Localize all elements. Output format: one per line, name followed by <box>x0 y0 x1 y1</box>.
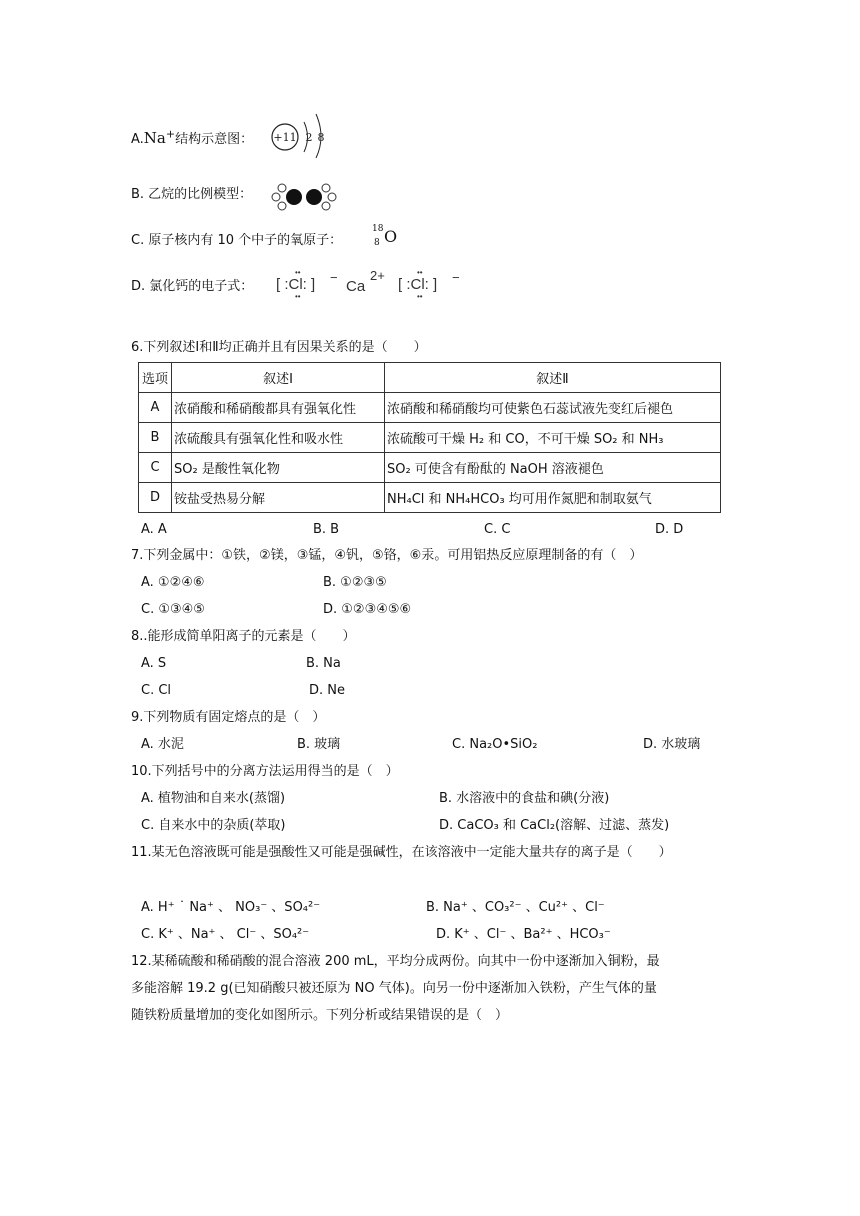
table-row <box>139 453 721 483</box>
table-cell-option: B <box>139 423 172 453</box>
q5-a-ion: Na <box>143 129 166 147</box>
table-cell-statement1: SO₂ 是酸性氧化物 <box>172 453 385 483</box>
q5-option-b: B. 乙烷的比例模型： <box>131 187 253 202</box>
q7-stem: 7.下列金属中：①铁，②镁，③锰，④钒，⑤铬，⑥汞。可用铝热反应原理制备的有（ ） <box>131 548 643 563</box>
table-row <box>139 483 721 513</box>
q9-option-b: B. 玻璃 <box>297 737 341 752</box>
table-cell-statement1: 铵盐受热易分解 <box>172 483 385 513</box>
q6-table <box>138 362 721 513</box>
q11-option-b: B. Na⁺ 、CO₃²⁻ 、Cu²⁺ 、Cl⁻ <box>426 900 605 915</box>
q5-c-mass: 18 <box>372 224 384 234</box>
q10-option-c: C. 自来水中的杂质(萃取) <box>141 818 286 833</box>
q7-option-c: C. ①③④⑤ <box>141 602 205 617</box>
q7-option-d: D. ①②③④⑤⑥ <box>323 602 412 617</box>
q5-option-d: D. 氯化钙的电子式： <box>131 279 254 294</box>
q5-oxygen-isotope <box>372 224 408 254</box>
q11-stem: 11.某无色溶液既可能是强酸性又可能是强碱性，在该溶液中一定能大量共存的离子是（ ） <box>131 845 672 860</box>
q9-option-d: D. 水玻璃 <box>643 737 701 752</box>
q8-option-a: A. S <box>141 656 167 671</box>
q5-d-ca-charge: 2+ <box>370 268 385 283</box>
q8-option-d: D. Ne <box>309 683 345 698</box>
q5-option-c <box>131 232 342 250</box>
q5-c-atomic: 8 <box>374 238 380 248</box>
q11-option-d: D. K⁺ 、Cl⁻ 、Ba²⁺ 、HCO₃⁻ <box>436 927 611 942</box>
q6-option-c: C. C <box>484 522 511 537</box>
q11-option-a: A. H⁺ ˙ Na⁺ 、 NO₃⁻ 、SO₄²⁻ <box>141 900 321 915</box>
electron-dots-top-icon: •• <box>295 268 301 277</box>
ethane-space-filling-model-icon <box>271 180 337 214</box>
electron-dots-bottom-icon: •• <box>295 292 301 301</box>
q5-a-prefix: A. <box>131 132 144 147</box>
table-header-cell: 叙述Ⅱ <box>385 363 721 393</box>
table-row <box>139 393 721 423</box>
q5-d-minus-right: − <box>452 270 460 285</box>
q5-cacl2-electron-formula <box>276 268 476 300</box>
q5-a-shell1: 2 <box>305 131 313 144</box>
table-row <box>139 423 721 453</box>
q6-option-a: A. A <box>141 522 167 537</box>
q5-c-text: C. 原子核内有 10 个中子的氧原子： <box>131 233 343 248</box>
electron-dots-bottom-icon: •• <box>417 292 423 301</box>
q10-option-d: D. CaCO₃ 和 CaCl₂(溶解、过滤、蒸发) <box>439 818 670 833</box>
q8-stem: 8..能形成简单阳离子的元素是（ ） <box>131 629 356 644</box>
table-header-cell: 叙述Ⅰ <box>172 363 385 393</box>
q8-option-b: B. Na <box>306 656 341 671</box>
q5-option-a <box>131 129 253 149</box>
table-header-row <box>139 363 721 393</box>
q10-option-a: A. 植物油和自来水(蒸馏) <box>141 791 286 806</box>
q11-option-c: C. K⁺ 、Na⁺ 、 Cl⁻ 、SO₄²⁻ <box>141 927 310 942</box>
table-cell-option: C <box>139 453 172 483</box>
q5-na-ion-structure-diagram <box>268 110 338 160</box>
table-cell-option: D <box>139 483 172 513</box>
q5-d-cl-left: [ :Cl: ] <box>276 276 316 293</box>
table-cell-statement2: NH₄Cl 和 NH₄HCO₃ 均可用作氮肥和制取氨气 <box>385 483 721 513</box>
q5-d-cl-right: [ :Cl: ] <box>398 276 438 293</box>
table-cell-statement2: 浓硫酸可干燥 H₂ 和 CO，不可干燥 SO₂ 和 NH₃ <box>385 423 721 453</box>
q10-stem: 10.下列括号中的分离方法运用得当的是（ ） <box>131 764 399 779</box>
q8-option-c: C. Cl <box>141 683 172 698</box>
q12-line2: 多能溶解 19.2 g(已知硝酸只被还原为 NO 气体)。向另一份中逐渐加入铁粉，产生气体的量 <box>131 981 657 996</box>
q9-stem: 9.下列物质有固定熔点的是（ ） <box>131 710 326 725</box>
q6-option-d: D. D <box>655 522 684 537</box>
q5-c-symbol: O <box>384 227 398 246</box>
q5-a-charge: + <box>165 127 176 141</box>
q5-a-shell2: 8 <box>317 131 325 144</box>
table-cell-statement1: 浓硝酸和稀硝酸都具有强氧化性 <box>172 393 385 423</box>
q12-line1: 12.某稀硫酸和稀硝酸的混合溶液 200 mL，平均分成两份。向其中一份中逐渐加入铜粉，最 <box>131 954 660 969</box>
q5-d-minus-left: − <box>330 270 338 285</box>
q6-option-b: B. B <box>313 522 340 537</box>
table-header-cell: 选项 <box>139 363 172 393</box>
q10-option-b: B. 水溶液中的食盐和碘(分液) <box>439 791 610 806</box>
q7-option-a: A. ①②④⑥ <box>141 575 205 590</box>
electron-dots-top-icon: •• <box>417 268 423 277</box>
q12-line3: 随铁粉质量增加的变化如图所示。下列分析或结果错误的是（ ） <box>131 1008 509 1023</box>
table-cell-statement2: 浓硝酸和稀硝酸均可使紫色石蕊试液先变红后褪色 <box>385 393 721 423</box>
q9-option-a: A. 水泥 <box>141 737 184 752</box>
table-cell-option: A <box>139 393 172 423</box>
table-cell-statement2: SO₂ 可使含有酚酞的 NaOH 溶液褪色 <box>385 453 721 483</box>
q5-d-ca: Ca <box>346 278 366 295</box>
table-cell-statement1: 浓硫酸具有强氧化性和吸水性 <box>172 423 385 453</box>
q6-stem: 6.下列叙述Ⅰ和Ⅱ均正确并且有因果关系的是（ ） <box>131 340 427 355</box>
q9-option-c: C. Na₂O•SiO₂ <box>452 737 538 752</box>
q5-a-text: 结构示意图： <box>175 132 254 147</box>
q5-a-nucleus: +11 <box>273 131 297 144</box>
q7-option-b: B. ①②③⑤ <box>323 575 387 590</box>
